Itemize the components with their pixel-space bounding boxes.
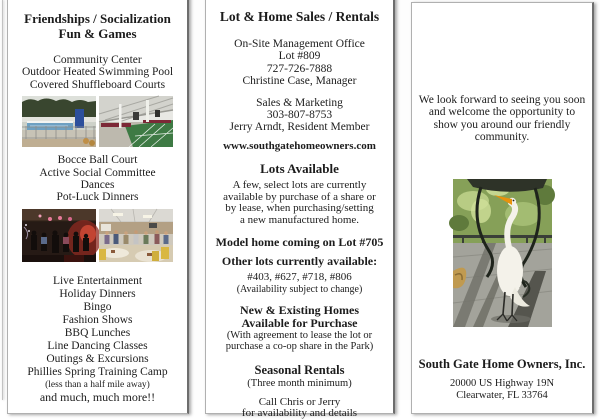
lots-available-heading: Lots Available [260,160,339,176]
photo-row-top [8,96,187,147]
other-lots-numbers: #403, #627, #718, #806 [247,271,352,284]
activities-list [8,154,187,204]
list-item: Active Social Committee [39,166,156,179]
office-lot: Lot #809 [278,50,321,63]
list-item: (With agreement to lease the lot or [226,330,373,342]
list-item: Line Dancing Classes [47,339,148,352]
list-item: Outings & Excursions [46,352,149,365]
sales-marketing-block [206,97,393,134]
address-block [412,378,592,401]
list-item: show you around our friendly [433,118,571,131]
contact-block [206,397,393,420]
model-home-line: Model home coming on Lot #705 [215,235,384,250]
management-office-block [206,38,393,88]
list-item: BBQ Lunches [64,326,131,339]
list-item: Holiday Dinners [59,287,136,300]
office-manager: Christine Case, Manager [242,75,357,88]
homes-note [206,331,393,353]
list-item: Covered Shuffleboard Courts [29,78,166,91]
panel-title: Lot & Home Sales / Rentals [219,9,380,24]
dance-party-photo [22,209,96,262]
list-item: Bingo [83,300,112,313]
swimming-pool-photo [22,96,96,147]
list-item: Dances [80,179,115,192]
seasonal-rentals-heading: Seasonal Rentals [254,362,345,377]
dining-hall-photo [99,209,173,262]
list-item: community. [474,130,530,143]
events-note: (less than a half mile away) [45,379,150,390]
panel-title [8,11,187,41]
list-item: Outdoor Heated Swimming Pool [21,66,174,79]
shuffleboard-courts-photo [99,96,173,147]
list-item: Bocce Ball Court [57,154,138,167]
panel-title-line2: Fun & Games [58,26,137,41]
panel-friendships-socialization [7,0,189,414]
homes-heading-line1: New & Existing Homes [240,303,359,318]
cropped-page-edge [2,0,3,400]
marketing-contact: Jerry Arndt, Resident Member [229,121,370,134]
list-item: A few, select lots are currently [232,178,367,191]
events-list [8,275,187,379]
lots-paragraph [206,180,393,227]
availability-note: (Availability subject to change) [236,284,363,296]
homes-heading-line2: Available for Purchase [241,315,358,330]
seasonal-rentals-note: (Three month minimum) [247,377,352,389]
list-item: Pot-Luck Dinners [56,191,139,204]
address-line2: Clearwater, FL 33764 [456,389,548,401]
panel-lot-home-sales [205,0,395,420]
welcome-message [412,94,592,143]
photo-row-bottom [8,209,187,262]
contact-line1: Call Chris or Jerry [258,395,341,408]
list-item: and welcome the opportunity to [428,106,576,119]
organization-name: South Gate Home Owners, Inc. [418,357,586,372]
list-item: Live Entertainment [52,274,143,287]
list-item: by lease, when purchasing/setting [225,202,374,215]
amenities-list [8,54,187,91]
marketing-name: Sales & Marketing [256,96,343,109]
egret-on-porch-photo [453,179,552,327]
panel-title-line1: Friendships / Socialization [24,11,171,26]
list-item: We look forward to seeing you soon [418,94,586,106]
other-lots-heading: Other lots currently available: [221,254,378,269]
homes-for-purchase-heading [206,304,393,329]
website-url: www.southgatehomeowners.com [223,139,376,152]
address-line1: 20000 US Highway 19N [449,378,555,390]
marketing-phone: 303-807-8753 [266,109,333,122]
list-item: available by purchase of a share or [223,190,376,203]
closing-line: and much, much more!! [39,389,156,404]
panel-welcome-cover [411,2,594,414]
office-name: On-Site Management Office [234,38,365,50]
list-item: purchase a co-op share in the Park) [225,340,374,352]
list-item: Phillies Spring Training Camp [27,365,168,378]
contact-line2: for availability and details [241,407,358,420]
office-phone: 727-726-7888 [266,62,333,75]
list-item: a new manufactured home. [239,214,360,227]
list-item: Community Center [53,54,142,66]
list-item: Fashion Shows [62,313,133,326]
